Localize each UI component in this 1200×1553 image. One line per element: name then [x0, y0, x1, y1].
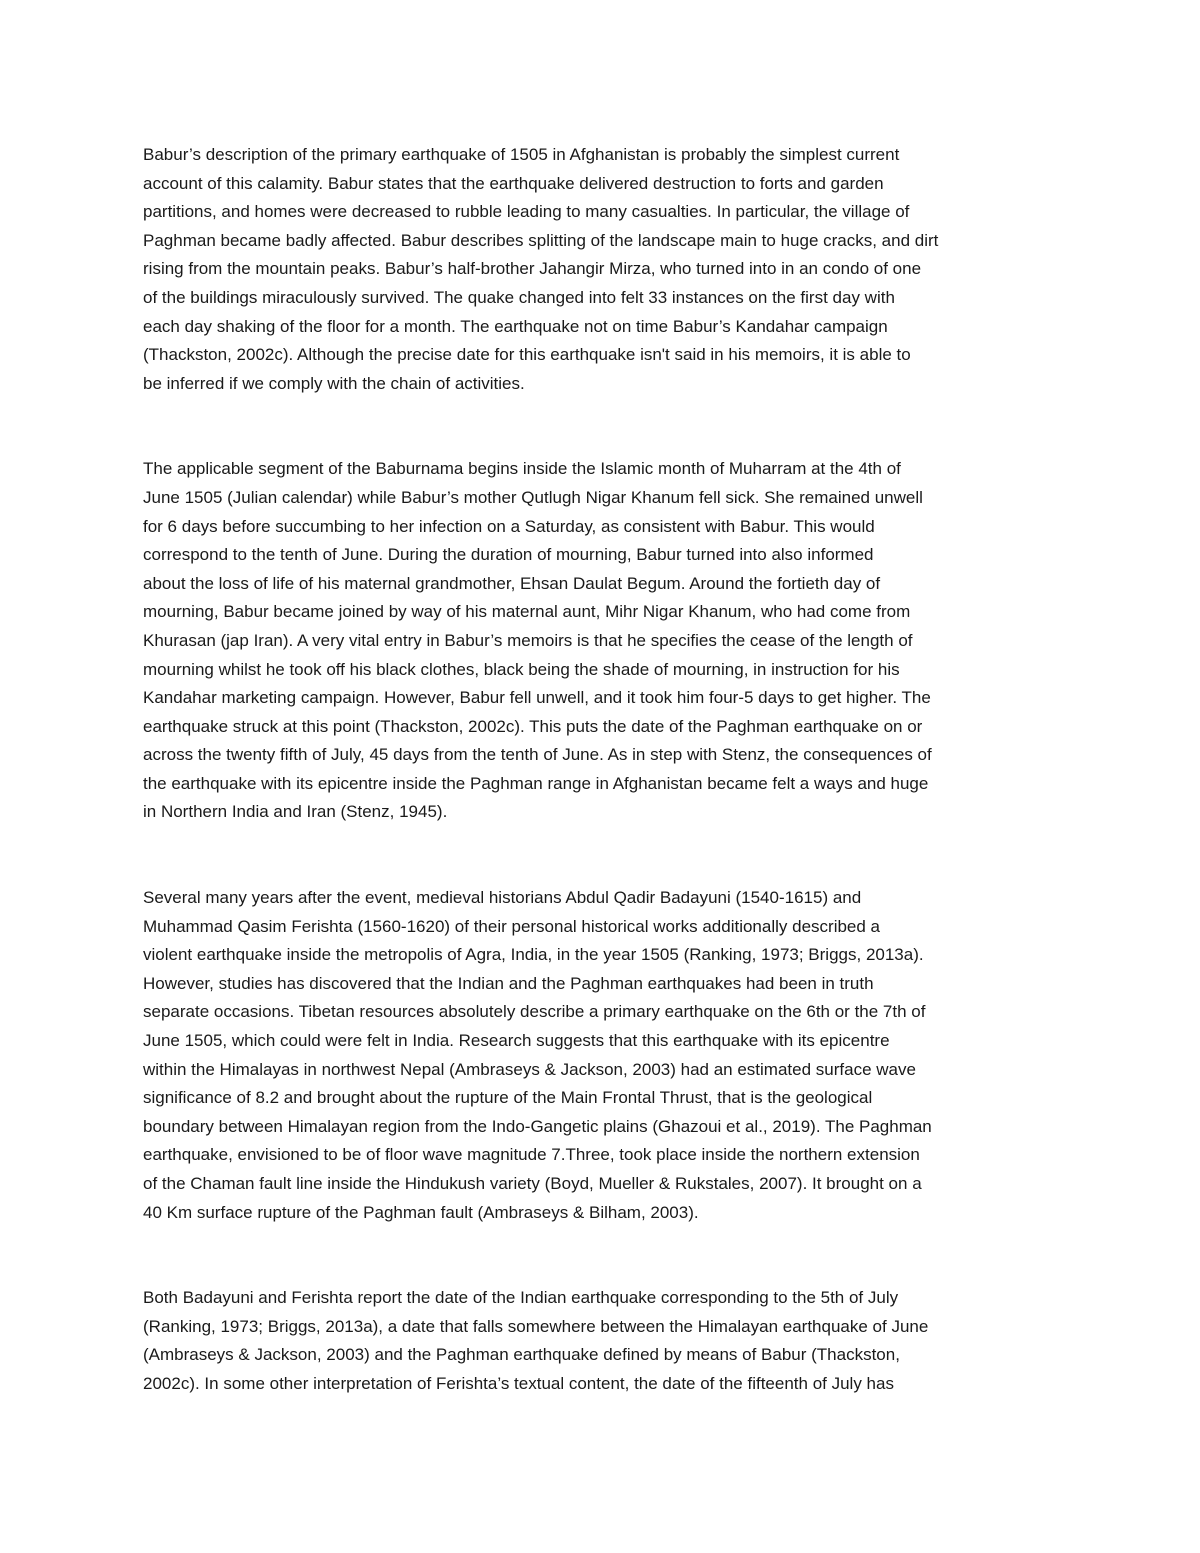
- text-line: (Thackston, 2002c). Although the precise date for this earthquake isn't said in his memoirs, it is able to: [143, 345, 911, 365]
- text-line: Khurasan (jap Iran). A very vital entry in Babur’s memoirs is that he specifies the cease of the length of: [143, 630, 913, 650]
- text-line: Muhammad Qasim Ferishta (1560-1620) of their personal historical works additionally described a: [143, 916, 881, 936]
- text-line: Both Badayuni and Ferishta report the date of the Indian earthquake corresponding to the 5th of July: [143, 1288, 899, 1308]
- text-line: account of this calamity. Babur states that the earthquake delivered destruction to forts and garden: [143, 173, 884, 193]
- text-line: in Northern India and Iran (Stenz, 1945).: [143, 802, 448, 822]
- text-line: across the twenty fifth of July, 45 days from the tenth of June. As in step with Stenz, the consequences of: [143, 745, 932, 765]
- text-line: of the buildings miraculously survived. The quake changed into felt 33 instances on the first day with: [143, 287, 895, 307]
- text-line: significance of 8.2 and brought about the rupture of the Main Frontal Thrust, that is the geological: [143, 1088, 873, 1108]
- text-line: 2002c). In some other interpretation of Ferishta’s textual content, the date of the fifteenth of July has: [143, 1373, 894, 1393]
- paragraph-baburnama-segment: [143, 455, 1063, 827]
- text-line: earthquake, envisioned to be of floor wave magnitude 7.Three, took place inside the northern extension: [143, 1145, 920, 1165]
- text-line: about the loss of life of his maternal grandmother, Ehsan Daulat Begum. Around the fortieth day of: [143, 573, 881, 593]
- text-line: separate occasions. Tibetan resources absolutely describe a primary earthquake on the 6th or the 7th of: [143, 1002, 926, 1022]
- document-body: [143, 141, 1063, 1456]
- text-line: The applicable segment of the Baburnama begins inside the Islamic month of Muharram at the 4th of: [143, 459, 901, 479]
- text-line: partitions, and homes were decreased to rubble leading to many casualties. In particular, the village of: [143, 202, 910, 222]
- text-line: boundary between Himalayan region from the Indo-Gangetic plains (Ghazoui et al., 2019). The Paghman: [143, 1116, 932, 1136]
- text-line: June 1505 (Julian calendar) while Babur’s mother Qutlugh Nigar Khanum fell sick. She remained unwell: [143, 487, 923, 507]
- text-line: of the Chaman fault line inside the Hindukush variety (Boyd, Mueller & Rukstales, 2007). It brought on a: [143, 1174, 922, 1193]
- text-line: (Ambraseys & Jackson, 2003) and the Paghman earthquake defined by means of Babur (Thackston,: [143, 1345, 900, 1365]
- text-line: correspond to the tenth of June. During the duration of mourning, Babur turned into also informed: [143, 545, 874, 565]
- text-line: Paghman became badly affected. Babur describes splitting of the landscape main to huge cracks, and dirt: [143, 230, 939, 250]
- text-line: However, studies has discovered that the Indian and the Paghman earthquakes had been in truth: [143, 973, 874, 993]
- text-line: within the Himalayas in northwest Nepal (Ambraseys & Jackson, 2003) had an estimated surface wave: [143, 1059, 916, 1079]
- text-line: violent earthquake inside the metropolis of Agra, India, in the year 1505 (Ranking, 1973; Briggs, 2013a).: [143, 945, 924, 965]
- text-line: Kandahar marketing campaign. However, Babur fell unwell, and it took him four-5 days to get higher. The: [143, 688, 931, 708]
- text-line: mourning whilst he took off his black clothes, black being the shade of mourning, in instruction for his: [143, 659, 900, 679]
- paragraph-medieval-historians: [143, 884, 1063, 1227]
- text-line: earthquake struck at this point (Thackston, 2002c). This puts the date of the Paghman earthquake on or: [143, 716, 923, 736]
- text-line: Several many years after the event, medieval historians Abdul Qadir Badayuni (1540-1615) and: [143, 888, 862, 908]
- text-line: be inferred if we comply with the chain of activities.: [143, 373, 525, 393]
- text-line: 40 Km surface rupture of the Paghman fault (Ambraseys & Bilham, 2003).: [143, 1202, 699, 1222]
- text-line: each day shaking of the floor for a month. The earthquake not on time Babur’s Kandahar campaign: [143, 316, 888, 336]
- text-line: for 6 days before succumbing to her infection on a Saturday, as consistent with Babur. This would: [143, 516, 875, 536]
- text-line: (Ranking, 1973; Briggs, 2013a), a date that falls somewhere between the Himalayan earthquake of June: [143, 1316, 929, 1336]
- text-line: the earthquake with its epicentre inside the Paghman range in Afghanistan became felt a ways and huge: [143, 773, 929, 793]
- text-line: Babur’s description of the primary earthquake of 1505 in Afghanistan is probably the simplest current: [143, 145, 900, 164]
- text-line: June 1505, which could were felt in India. Research suggests that this earthquake with its epicentre: [143, 1031, 890, 1051]
- paragraph-babur-description: [143, 141, 1063, 398]
- text-line: rising from the mountain peaks. Babur’s half-brother Jahangir Mirza, who turned into in an condo of one: [143, 259, 922, 279]
- text-line: mourning, Babur became joined by way of his maternal aunt, Mihr Nigar Khanum, who had come from: [143, 602, 911, 622]
- paragraph-indian-earthquake-date: [143, 1284, 1063, 1398]
